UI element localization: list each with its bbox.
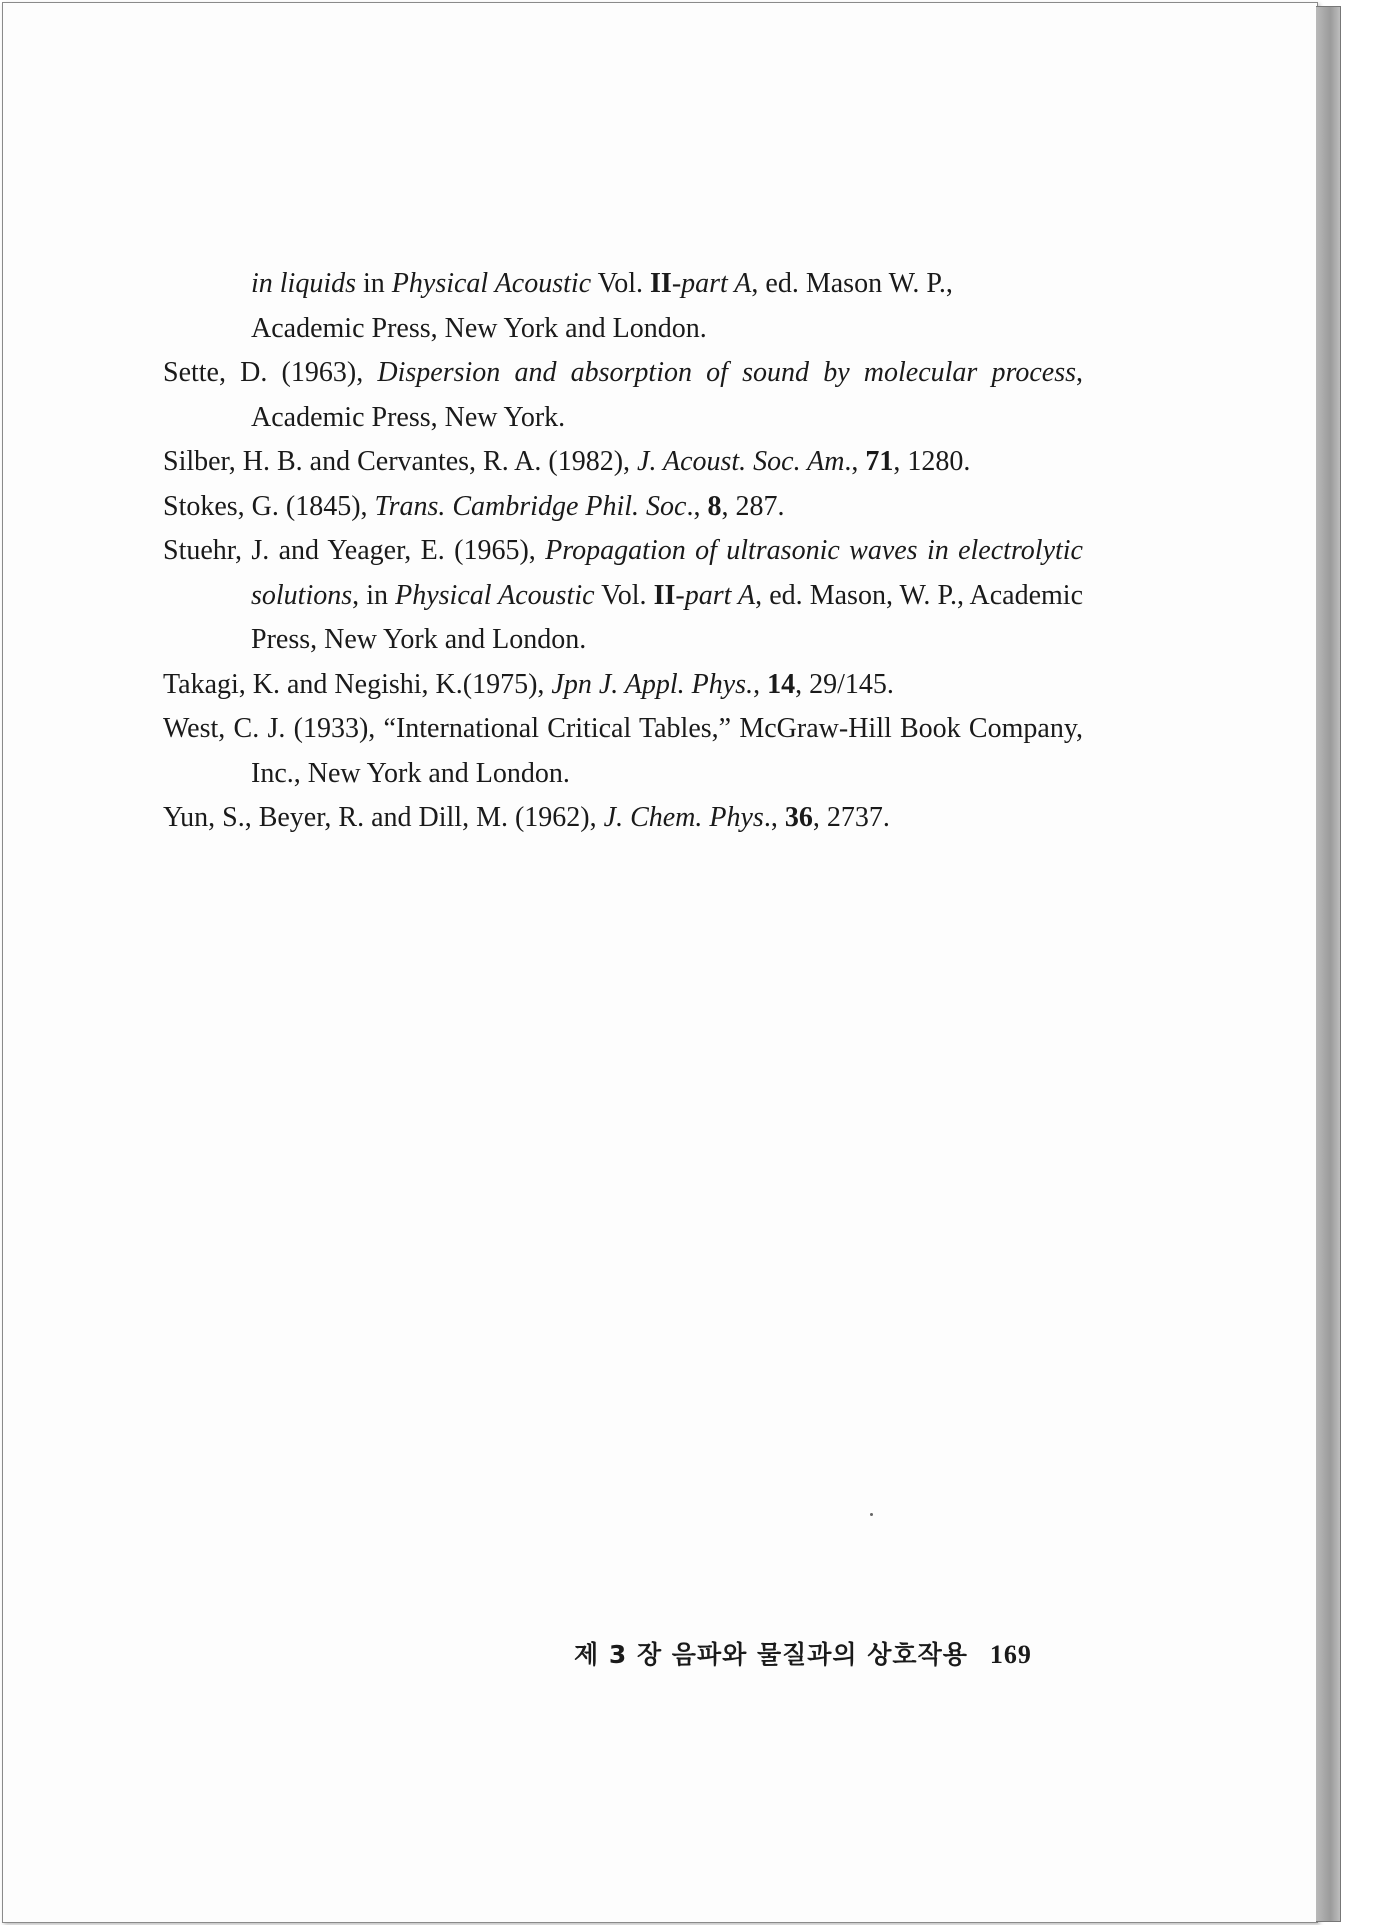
reference-yun: Yun, S., Beyer, R. and Dill, M. (1962), J. Chem. Phys., 36, 2737. <box>163 802 890 833</box>
page-footer <box>574 1635 1032 1671</box>
reference-west: West, C. J. (1933), “International Critical Tables,” McGraw-Hill Book Company, Inc., New York and London. <box>163 713 1083 789</box>
reference-stuehr: Stuehr, J. and Yeager, E. (1965), Propagation of ultrasonic waves in electrolytic solutions, in Physical Acoustic Vol. II-part A, ed. Mason, W. P., Academic Press, New York and London. <box>163 535 1083 655</box>
page-number: 169 <box>989 1640 1032 1669</box>
print-speck <box>870 1513 873 1516</box>
reference-sette: Sette, D. (1963), Dispersion and absorption of sound by molecular process, Academic Press, New York. <box>163 357 1084 433</box>
reference-silber: Silber, H. B. and Cervantes, R. A. (1982), J. Acoust. Soc. Am., 71, 1280. <box>163 446 971 477</box>
reference-list <box>163 262 1083 841</box>
reference-stokes: Stokes, G. (1845), Trans. Cambridge Phil. Soc., 8, 287. <box>163 490 785 522</box>
reference-continuation: in liquids in Physical Acoustic Vol. II-part A, ed. Mason W. P., Academic Press, New York and London. <box>251 268 953 344</box>
page-edge <box>1316 6 1341 1922</box>
chapter-title: 제 3 장 음파와 물질과의 상호작용 <box>574 1640 968 1669</box>
reference-takagi: Takagi, K. and Negishi, K.(1975), Jpn J. Appl. Phys., 14, 29/145. <box>163 668 894 700</box>
